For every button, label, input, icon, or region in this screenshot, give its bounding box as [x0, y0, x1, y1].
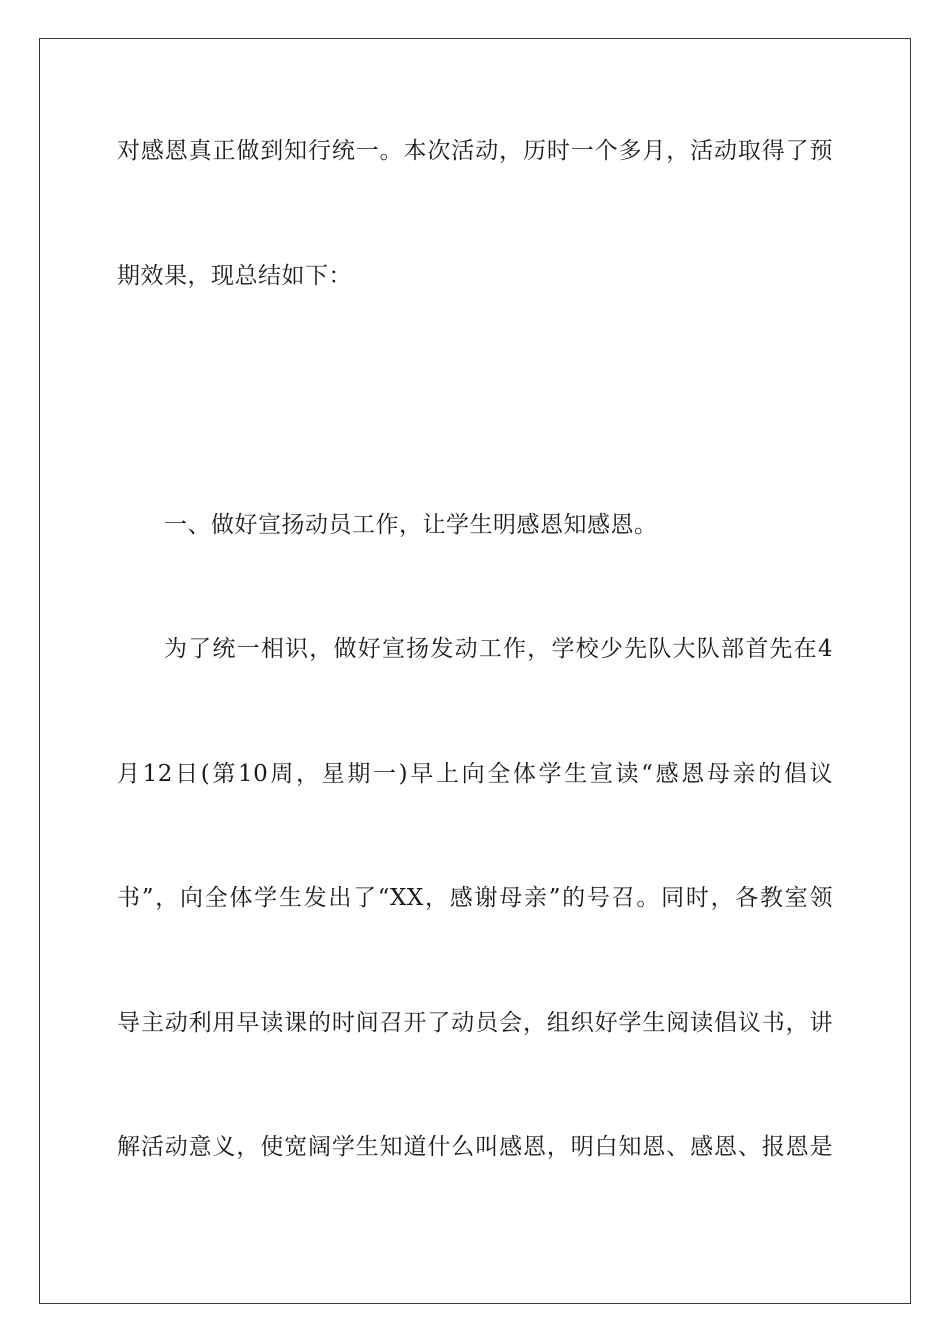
- paragraph-line-4: 月12日(第10周，星期一)早上向全体学生宣读“感恩母亲的倡议: [117, 761, 833, 787]
- paragraph-line-1: 对感恩真正做到知行统一。本次活动，历时一个多月，活动取得了预: [117, 138, 833, 164]
- paragraph-line-2: 期效果，现总结如下：: [117, 263, 352, 289]
- paragraph-line-6: 导主动利用早读课的时间召开了动员会，组织好学生阅读倡议书，讲: [117, 1010, 833, 1036]
- paragraph-line-3: 为了统一相识，做好宣扬发动工作，学校少先队大队部首先在4: [164, 636, 833, 662]
- paragraph-line-7: 解活动意义，使宽阔学生知道什么叫感恩，明白知恩、感恩、报恩是: [117, 1134, 833, 1160]
- section-heading-1: 一、做好宣扬动员工作，让学生明感恩知感恩。: [164, 512, 658, 538]
- page-border: [39, 38, 911, 1304]
- paragraph-line-5: 书”，向全体学生发出了“XX，感谢母亲”的号召。同时，各教室领: [117, 885, 833, 911]
